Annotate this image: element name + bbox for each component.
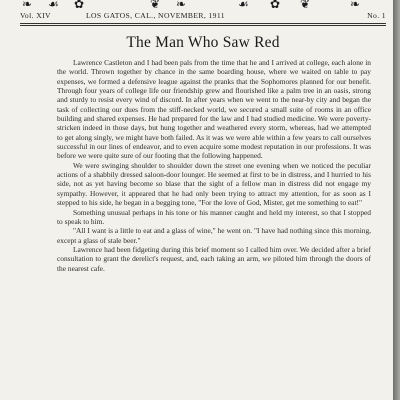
ornament-glyph: ☙ xyxy=(48,0,58,8)
header-rule-bottom xyxy=(20,25,386,26)
paragraph-4: "All I want is a little to eat and a glass of wine," he went on. "I have had nothing since this morning, except a glass of stale beer." xyxy=(57,226,371,245)
ornament-glyph: ❦ xyxy=(300,0,310,8)
paragraph-5: Lawrence had been fidgeting during this brief moment so I called him over. We decided after a brief consultation to grant the derelict's request, and, each taking an arm, we piloted him through the doors of the nearest cafe. xyxy=(57,244,371,273)
decorative-banner xyxy=(0,0,393,8)
place-date-label: LOS GATOS, CAL., NOVEMBER, 1911 xyxy=(86,11,225,20)
article-title: The Man Who Saw Red xyxy=(126,34,280,51)
paragraph-1: Lawrence Castleton and I had been pals from the time that he and I arrived at college, each alone in the world. Thrown together by chance in the same boarding house, where we waited on table to pay expenses, we formed a defensive league against the pranks that the Sophomores planned for our benefit. Through four years of college life our friendship grew and flourished like a palm tree in an oasis, strong and sturdy to resist every wind of discord. In after years when we went to the near-by city and began the task of collecting our dues from the stiff-necked world, we secured a small suite of rooms in an office building and shared expenses. He had prepared for the law and I had studied medicine. We were poverty-stricken indeed in those days, but hung together and weathered every storm, whereas, had we attempted to get along singly, we might have both failed. As it was we were able within a few years to call ourselves successful in our lines of endeavor, and to even acquire some modest reputation in our professions. It was before we were quite sure of our footing that the following happened. xyxy=(57,58,371,161)
ornament-glyph: ❦ xyxy=(150,0,160,8)
ornament-glyph: ❧ xyxy=(350,0,360,8)
masthead xyxy=(20,11,386,23)
binding-edge xyxy=(393,0,400,400)
issue-number: No. 1 xyxy=(367,11,386,20)
volume-label: Vol. XIV xyxy=(20,11,51,20)
ornament-glyph: ☙ xyxy=(238,0,248,8)
ornament-glyph: ✿ xyxy=(74,0,84,8)
ornament-glyph: ✿ xyxy=(270,0,280,8)
article-body xyxy=(57,58,371,273)
header-rule-top xyxy=(20,23,386,24)
ornament-glyph: ❧ xyxy=(176,0,186,8)
paragraph-3: Something unusual perhaps in his tone or his manner caught and held my interest, so that I stopped to speak to him. xyxy=(57,207,371,226)
ornament-glyph: ❧ xyxy=(22,0,32,8)
paragraph-2: We were swinging shoulder to shoulder down the street one evening when we noticed the peculiar actions of a shabbily dressed saloon-door lounger. He seemed at first to be in distress, and I hurried to his side, not as yet having become so blase that the sight of a fellow man in distress did not engage my sympathy. However, it appeared that he had only been trying to attract my attention, for as soon as I stepped to his side, he began in a begging tone, "For the love of God, Mister, get me something to eat!" xyxy=(57,160,371,208)
